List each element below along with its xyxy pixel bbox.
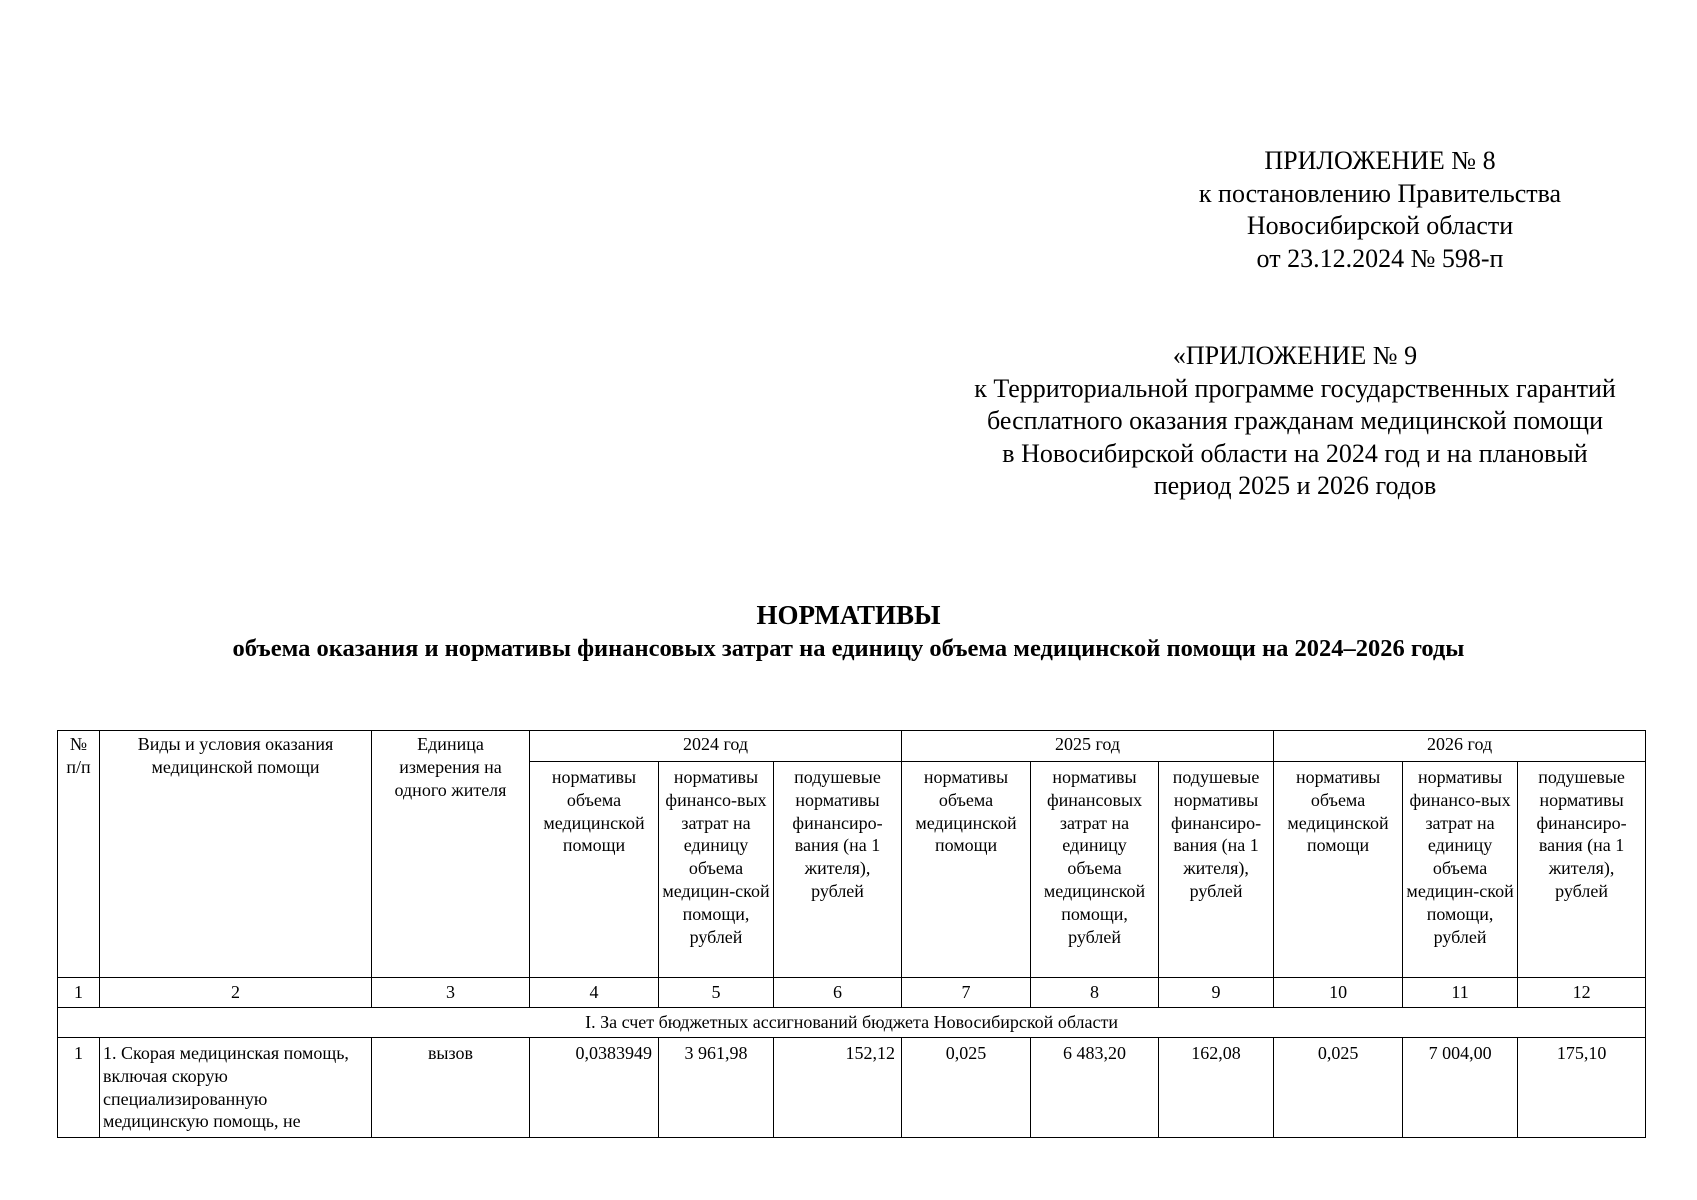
col-number: 7 [902, 978, 1031, 1008]
col-number: 9 [1159, 978, 1274, 1008]
title-subtitle: объема оказания и нормативы финансовых затрат на единицу объема медицинской помощи на 2024–2026 годы [232, 635, 1465, 662]
appendix-8-line-1: ПРИЛОЖЕНИЕ № 8 [1264, 146, 1496, 175]
head-year-2026: 2026 год [1274, 731, 1646, 762]
appendix-9-header [915, 340, 1675, 503]
head-2025-cost: нормативы финансовых затрат на единицу объема медицинской помощи, рублей [1031, 762, 1159, 978]
row-2025-cost: 6 483,20 [1031, 1038, 1159, 1138]
col-number: 11 [1403, 978, 1518, 1008]
row-unit: вызов [372, 1038, 530, 1138]
row-2025-percapita: 162,08 [1159, 1038, 1274, 1138]
head-2026-volume: нормативы объема медицинской помощи [1274, 762, 1403, 978]
header-row-1 [58, 731, 1646, 762]
appendix-8-line-2: к постановлению Правительства [1198, 178, 1562, 208]
table-row [58, 1038, 1646, 1138]
head-2024-percapita: подушевые нормативы финансиро-вания (на 1 жителя), рублей [774, 762, 902, 978]
appendix-8-line-3: Новосибирской области [1246, 211, 1514, 240]
col-number: 1 [58, 978, 100, 1008]
section-row [58, 1008, 1646, 1038]
row-2026-volume: 0,025 [1274, 1038, 1403, 1138]
head-2024-cost: нормативы финансо-вых затрат на единицу объема медицин-ской помощи, рублей [659, 762, 774, 978]
col-number: 2 [100, 978, 372, 1008]
col-number: 10 [1274, 978, 1403, 1008]
head-2026-percapita: подушевые нормативы финансиро-вания (на 1 жителя), рублей [1518, 762, 1646, 978]
row-num: 1 [58, 1038, 100, 1138]
section-title: I. За счет бюджетных ассигнований бюджета Новосибирской области [58, 1008, 1646, 1038]
col-number: 12 [1518, 978, 1646, 1008]
document-title [0, 598, 1697, 666]
col-number: 8 [1031, 978, 1159, 1008]
row-2024-percapita: 152,12 [774, 1038, 902, 1138]
appendix-9-line-3: бесплатного оказания гражданам медицинской помощи [987, 406, 1603, 435]
row-2026-cost: 7 004,00 [1403, 1038, 1518, 1138]
appendix-9-line-4: в Новосибирской области на 2024 год и на плановый [1002, 438, 1588, 468]
col-number: 6 [774, 978, 902, 1008]
row-kind: 1. Скорая медицинская помощь, включая скорую специализированную медицинскую помощь, не [100, 1038, 372, 1138]
title-main: НОРМАТИВЫ [756, 600, 941, 630]
head-2026-cost: нормативы финансо-вых затрат на единицу объема медицин-ской помощи, рублей [1403, 762, 1518, 978]
appendix-8-header [1170, 145, 1590, 275]
row-2024-volume: 0,0383949 [530, 1038, 659, 1138]
col-number: 5 [659, 978, 774, 1008]
appendix-9-line-1: «ПРИЛОЖЕНИЕ № 9 [1172, 341, 1418, 370]
head-unit: Единица измерения на одного жителя [372, 731, 530, 978]
head-2024-volume: нормативы объема медицинской помощи [530, 762, 659, 978]
head-year-2025: 2025 год [902, 731, 1274, 762]
appendix-9-line-2: к Территориальной программе государственных гарантий [974, 373, 1616, 403]
col-number: 3 [372, 978, 530, 1008]
norms-table [57, 730, 1646, 1138]
col-number: 4 [530, 978, 659, 1008]
row-2025-volume: 0,025 [902, 1038, 1031, 1138]
appendix-9-line-5: период 2025 и 2026 годов [1153, 471, 1437, 500]
head-2025-percapita: подушевые нормативы финансиро-вания (на 1 жителя), рублей [1159, 762, 1274, 978]
head-2025-volume: нормативы объема медицинской помощи [902, 762, 1031, 978]
head-year-2024: 2024 год [530, 731, 902, 762]
column-numbers-row [58, 978, 1646, 1008]
head-num: № п/п [58, 731, 100, 978]
appendix-8-line-4: от 23.12.2024 № 598-п [1256, 243, 1504, 273]
head-kind: Виды и условия оказания медицинской помощи [100, 731, 372, 978]
row-2026-percapita: 175,10 [1518, 1038, 1646, 1138]
row-2024-cost: 3 961,98 [659, 1038, 774, 1138]
